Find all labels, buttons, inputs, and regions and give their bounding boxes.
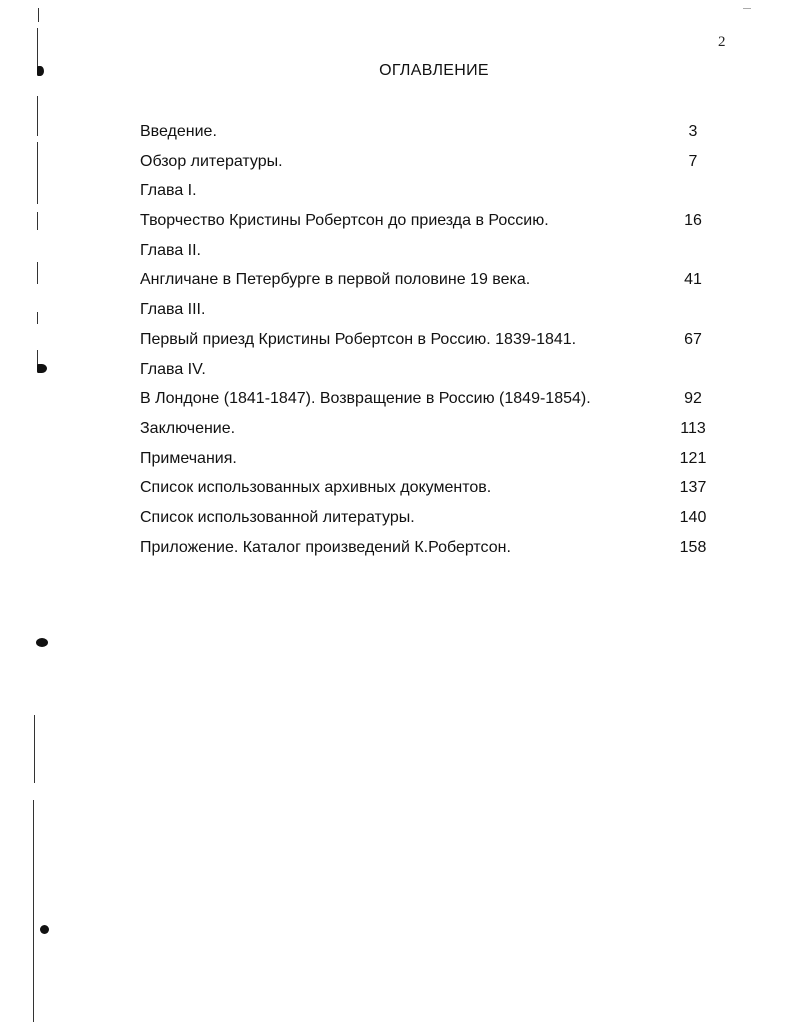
toc-entry-label: Глава I. — [140, 182, 197, 200]
scan-margin-mark — [36, 638, 48, 647]
page-number: 2 — [718, 34, 726, 50]
toc-entry — [140, 503, 710, 533]
toc-entry-page: 41 — [684, 271, 702, 289]
toc-entry — [140, 473, 710, 503]
toc-entry — [140, 295, 710, 325]
scan-margin-line — [37, 142, 38, 204]
scan-margin-line — [37, 212, 38, 230]
toc-entry-page: 137 — [679, 479, 707, 497]
scan-margin-line — [37, 312, 38, 324]
toc-entry-page: 158 — [679, 538, 707, 556]
toc-entry — [140, 265, 710, 295]
toc-entry-label: Глава II. — [140, 241, 201, 259]
toc-entry — [140, 414, 710, 444]
toc-entry-page: 92 — [684, 390, 702, 408]
toc-entry-label: Первый приезд Кристины Робертсон в Россию. 1839-1841. — [140, 330, 577, 348]
toc-entry-label: Примечания. — [140, 449, 237, 467]
toc-entry — [140, 147, 710, 177]
toc-entry — [140, 236, 710, 266]
toc-entry-label: В Лондоне (1841-1847). Возвращение в Россию (1849-1854). — [140, 390, 591, 408]
toc-entry-label: Обзор литературы. — [140, 152, 283, 170]
toc-entry-label: Творчество Кристины Робертсон до приезда в Россию. — [140, 212, 549, 230]
toc-entry-page: 121 — [679, 449, 707, 467]
toc-entry — [140, 444, 710, 474]
toc-entry — [140, 384, 710, 414]
toc-entry-page: 3 — [688, 123, 698, 140]
scan-margin-line — [38, 8, 39, 22]
scan-margin-line — [34, 715, 35, 783]
toc-entry-label: Список использованных архивных документов. — [140, 479, 492, 497]
toc-entry — [140, 117, 710, 147]
toc-entry — [140, 355, 710, 385]
table-of-contents — [140, 117, 710, 562]
page-title: ОГЛАВЛЕНИЕ — [379, 62, 489, 79]
toc-entry-page: 16 — [684, 212, 702, 230]
toc-entry-label: Введение. — [140, 123, 217, 140]
toc-entry-label: Заключение. — [140, 419, 236, 437]
toc-entry-label: Англичане в Петербурге в первой половине 19 века. — [140, 271, 531, 289]
toc-entry-page: 140 — [679, 508, 707, 526]
toc-entry-page: 67 — [684, 330, 702, 348]
toc-entry — [140, 325, 710, 355]
toc-entry — [140, 533, 710, 563]
scan-margin-line — [37, 96, 38, 136]
scan-margin-line — [37, 262, 38, 284]
toc-entry-page: 7 — [688, 152, 698, 170]
scan-corner-mark — [743, 8, 751, 9]
toc-entry-label: Глава III. — [140, 301, 206, 319]
toc-entry-page: 113 — [680, 419, 706, 437]
toc-entry-label: Приложение. Каталог произведений К.Робертсон. — [140, 538, 511, 556]
toc-entry — [140, 206, 710, 236]
scan-margin-mark — [40, 925, 49, 934]
toc-entry-label: Список использованной литературы. — [140, 508, 415, 526]
toc-entry — [140, 176, 710, 206]
toc-entry-label: Глава IV. — [140, 360, 206, 378]
scan-margin-mark — [37, 364, 47, 373]
scan-margin-line — [33, 800, 34, 1022]
